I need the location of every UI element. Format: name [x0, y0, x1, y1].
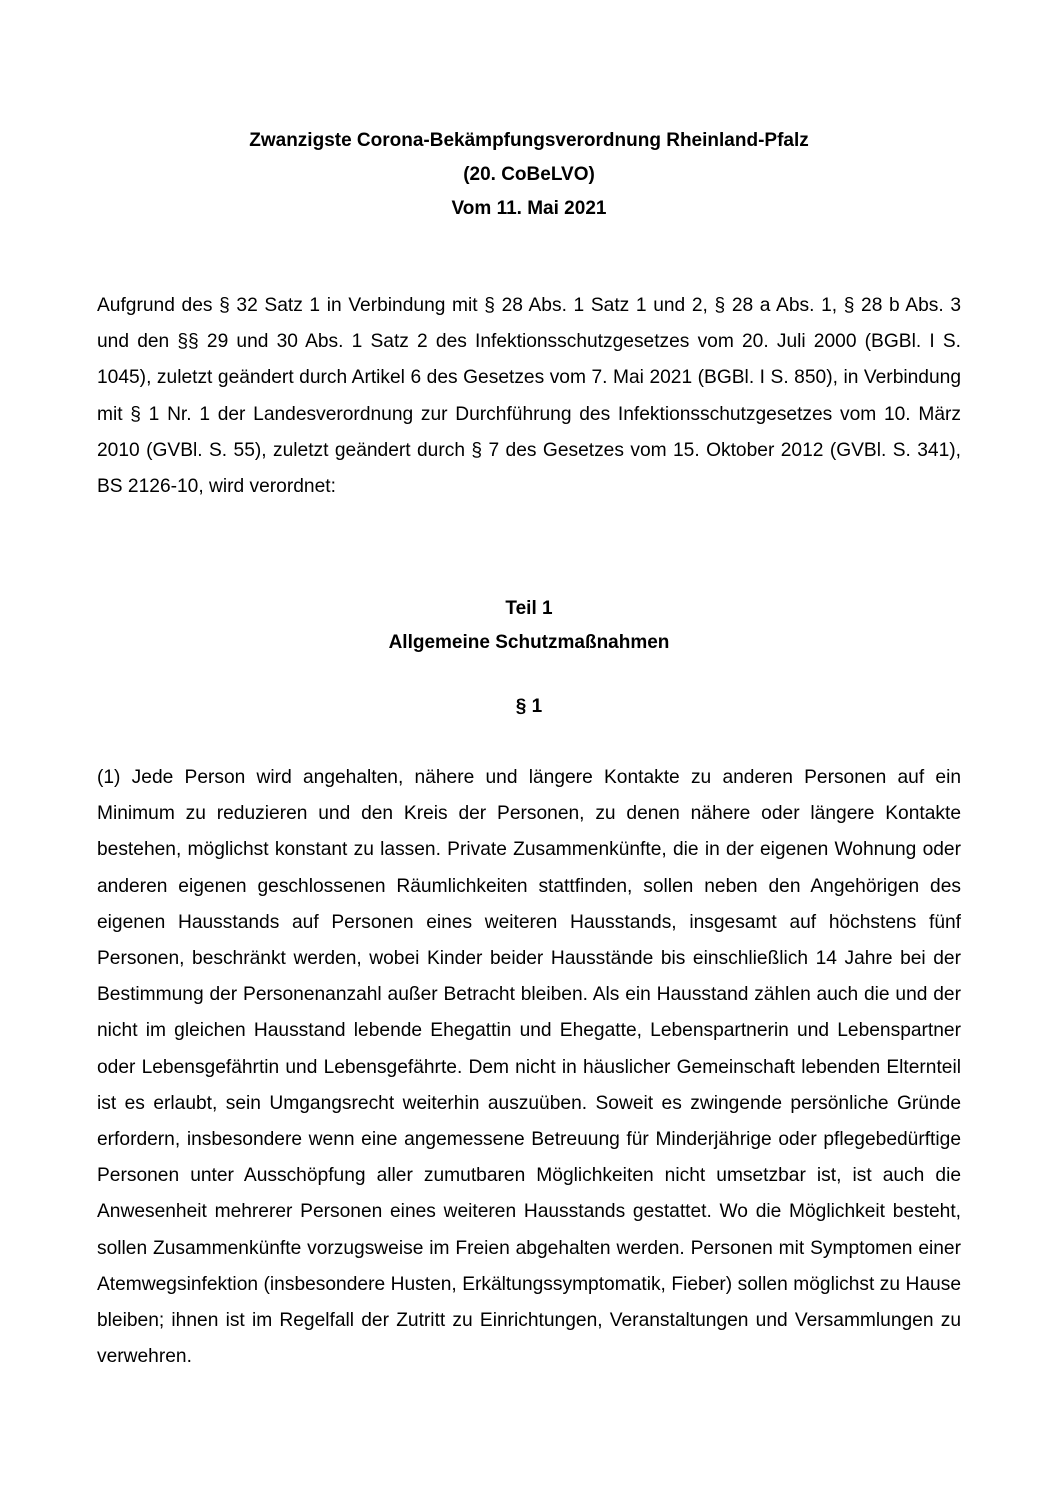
preamble-paragraph: Aufgrund des § 32 Satz 1 in Verbindung mit § 28 Abs. 1 Satz 1 und 2, § 28 a Abs. 1, § 28 b Abs. 3 und den §§ 29 und 30 Abs. 1 Satz 2 des Infektionsschutzgesetzes vom 20. Juli 2000 (BGBl. I S. 1045), zuletzt geändert durch Artikel 6 des Gesetzes vom 7. Mai 2021 (BGBl. I S. 850), in Verbindung mit § 1 Nr. 1 der Landesverordnung zur Durchführung des Infektionsschutzgesetzes vom 10. März 2010 (GVBl. S. 55), zuletzt geändert durch § 7 des Gesetzes vom 15. Oktober 2012 (GVBl. S. 341), BS 2126-10, wird verordnet:	[97, 295, 961, 498]
section-sign: § 1	[515, 696, 543, 717]
part-heading	[97, 592, 961, 660]
title-line-date: Vom 11. Mai 2021	[451, 198, 607, 219]
document-title	[97, 124, 961, 226]
title-line-name: Zwanzigste Corona-Bekämpfungsverordnung Rheinland-Pfalz	[249, 130, 809, 151]
part-number: Teil 1	[505, 598, 553, 619]
part-name: Allgemeine Schutzmaßnahmen	[388, 632, 670, 653]
title-line-abbreviation: (20. CoBeLVO)	[463, 164, 595, 185]
section-paragraph-1: (1) Jede Person wird angehalten, nähere und längere Kontakte zu anderen Personen auf ein Minimum zu reduzieren und den Kreis der Personen, zu denen nähere oder längere Kontakte bestehen, möglichst konstant zu lassen. Private Zusammenkünfte, die in der eigenen Wohnung oder anderen eigenen geschlossenen Räumlichkeiten stattfinden, sollen neben den Angehörigen des eigenen Hausstands auf Personen eines weiteren Hausstands, insgesamt auf höchstens fünf Personen, beschränkt werden, wobei Kinder beider Hausstände bis einschließlich 14 Jahre bei der Bestimmung der Personenanzahl außer Betracht bleiben. Als ein Hausstand zählen auch die und der nicht im gleichen Hausstand lebende Ehegattin und Ehegatte, Lebenspartnerin und Lebenspartner oder Lebensgefährtin und Lebensgefährte. Dem nicht in häuslicher Gemeinschaft lebenden Elternteil ist es erlaubt, sein Umgangsrecht weiterhin auszuüben. Soweit es zwingende persönliche Gründe erfordern, insbesondere wenn eine angemessene Betreuung für Minderjährige oder pflegebedürftige Personen unter Ausschöpfung aller zumutbaren Möglichkeiten nicht umsetzbar ist, ist auch die Anwesenheit mehrerer Personen eines weiteren Hausstands gestattet. Wo die Möglichkeit besteht, sollen Zusammenkünfte vorzugsweise im Freien abgehalten werden. Personen mit Symptomen einer Atemwegsinfektion (insbesondere Husten, Erkältungssymptomatik, Fieber) sollen möglichst zu Hause bleiben; ihnen ist im Regelfall der Zutritt zu Einrichtungen, Veranstaltungen und Versammlungen zu verwehren.	[97, 767, 961, 1368]
